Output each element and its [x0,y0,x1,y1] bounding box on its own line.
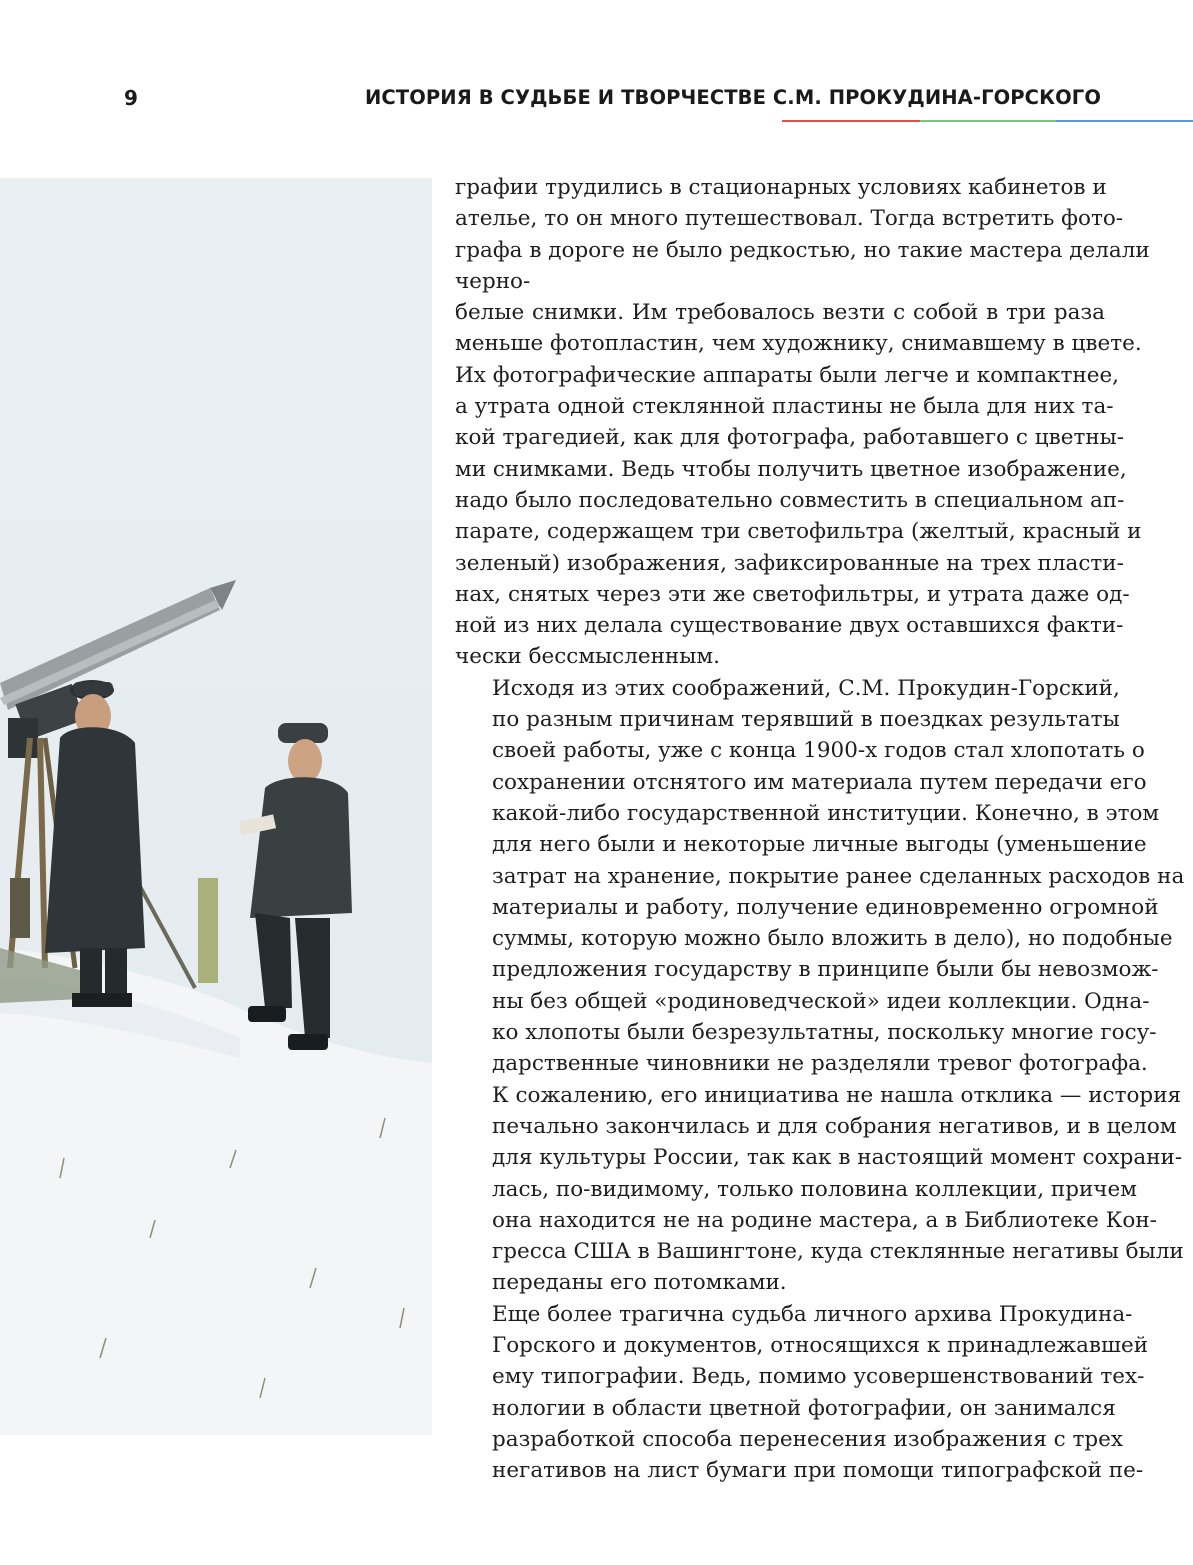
text-line: Еще более трагична судьба личного архива Прокудина- [492,1301,1133,1327]
text-line: ему типографии. Ведь, помимо усовершенствований тех- [492,1364,1145,1390]
text-line: Их фотографические аппараты были легче и компактнее, [455,362,1120,388]
header-rule-red [782,120,920,122]
text-line: по разным причинам терявший в поездках результаты [492,707,1120,733]
text-line: переданы его потомками. [492,1270,787,1296]
text-line: разработкой способа перенесения изображения с трех [492,1426,1123,1452]
text-line: белые снимки. Им требовалось везти с собой в три раза [455,300,1105,326]
body-text [455,172,1185,1486]
text-line: для него были и некоторые личные выгоды (уменьшение [492,832,1147,858]
text-line: парате, содержащем три светофильтра (желтый, красный и [455,519,1142,545]
text-line: зеленый) изображения, зафиксированные на трех пласти- [455,550,1124,576]
text-line: ной из них делала существование двух оставшихся факти- [455,613,1124,639]
text-line: К сожалению, его инициатива не нашла отклика — история [492,1082,1182,1108]
text-line: ко хлопоты были безрезультатны, поскольку многие госу- [492,1020,1157,1046]
header-rule-green [920,120,1056,122]
text-line: какой-либо государственной институции. Конечно, в этом [492,800,1160,826]
text-line: лась, по-видимому, только половина коллекции, причем [492,1176,1137,1202]
text-line: для культуры России, так как в настоящий момент сохрани- [492,1145,1183,1171]
text-line: Горского и документов, относящихся к принадлежавшей [492,1332,1149,1358]
text-line: кой трагедией, как для фотографа, работавшего с цветны- [455,425,1125,451]
text-line: печально закончилась и для собрания негативов, и в целом [492,1113,1177,1139]
text-line: надо было последовательно совместить в специальном ап- [455,487,1125,513]
text-line: нологии в области цветной фотографии, он занимался [492,1395,1116,1421]
text-line: а утрата одной стеклянной пластины не была для них та- [455,394,1114,420]
photograph [0,178,432,1435]
text-line: ми снимками. Ведь чтобы получить цветное изображение, [455,456,1127,482]
text-line: ны без общей «родиноведческой» идеи коллекции. Одна- [492,988,1150,1014]
text-line: своей работы, уже с конца 1900-х годов стал хлопотать о [492,738,1145,764]
text-line: чески бессмысленным. [455,644,720,670]
paragraph [455,172,1150,673]
text-line: затрат на хранение, покрытие ранее сделанных расходов на [492,863,1185,889]
text-line: Исходя из этих соображений, С.М. Прокудин-Горский, [492,675,1120,701]
text-line: черно- [455,268,531,294]
text-line: ателье, то он много путешествовал. Тогда встретить фото- [455,206,1124,232]
text-line: дарственные чиновники не разделяли тревог фотографа. [492,1051,1148,1077]
text-line: она находится не на родине мастера, а в Библиотеке Кон- [492,1207,1157,1233]
photo-illustration [0,178,432,1435]
paragraph [455,673,1185,1299]
paragraph [455,1299,1149,1487]
text-line: предложения государству в принципе были бы невозмож- [492,957,1159,983]
text-line: негативов на лист бумаги при помощи типографской пе- [492,1458,1144,1484]
text-line: графа в дороге не было редкостью, но такие мастера делали [455,237,1150,263]
text-line: материалы и работу, получение единовременно огромной [492,894,1159,920]
text-line: суммы, которую можно было вложить в дело), но подобные [492,926,1173,952]
text-line: графии трудились в стационарных условиях кабинетов и [455,175,1107,200]
text-line: нах, снятых через эти же светофильтры, и утрата даже од- [455,581,1130,607]
text-line: гресса США в Вашингтоне, куда стеклянные негативы были [492,1239,1184,1265]
text-line: сохранении отснятого им материала путем передачи его [492,769,1147,795]
page-number: 9 [124,86,138,110]
text-line: меньше фотопластин, чем художнику, снимавшему в цвете. [455,331,1142,357]
running-title: ИСТОРИЯ В СУДЬБЕ И ТВОРЧЕСТВЕ С.М. ПРОКУДИНА-ГОРСКОГО [364,86,1101,109]
header-rule-blue [1056,120,1193,122]
